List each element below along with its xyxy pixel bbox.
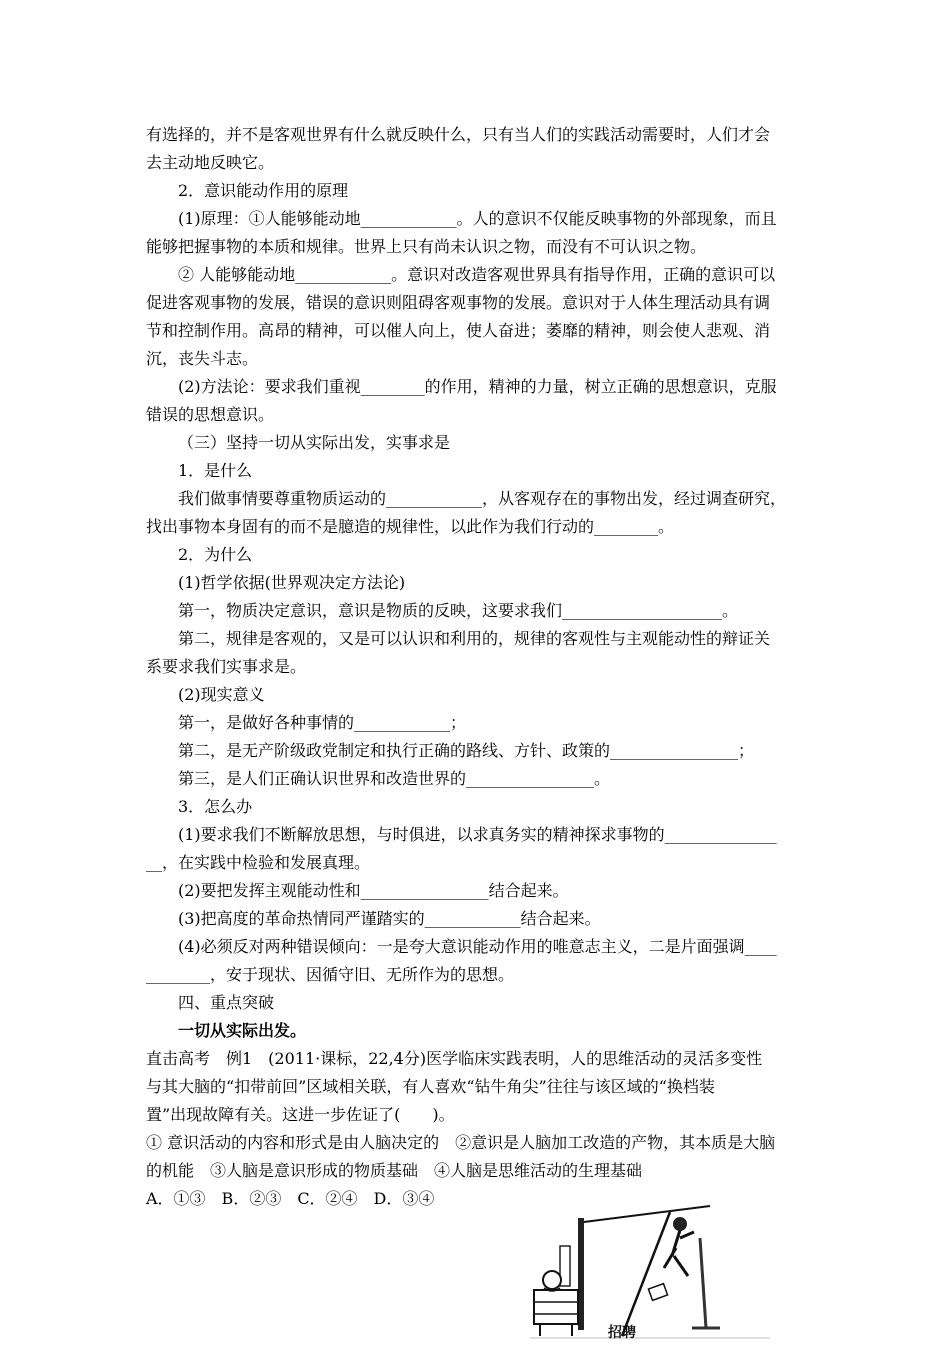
text-line: 系要求我们实事求是。 — [146, 657, 307, 676]
text-line: (1)哲学依据(世界观决定方法论) — [178, 573, 406, 592]
question-line: 置”出现故障有关。这进一步佐证了( )。 — [146, 1105, 455, 1124]
text-line: 能够把握事物的本质和规律。世界上只有尚未认识之物，而没有不可认识之物。 — [146, 237, 707, 256]
text-line: 错误的思想意识。 — [146, 405, 275, 424]
answer-options: A．①③ B．②③ C．②④ D．③④ — [146, 1189, 435, 1208]
question-line: 的机能 ③人脑是意识形成的物质基础 ④人脑是思维活动的生理基础 — [146, 1161, 643, 1180]
text-line: (4)必须反对两种错误倾向：一是夸大意识能动作用的唯意志主义，二是片面强调____ — [178, 937, 777, 956]
text-line: 第一，物质决定意识，意识是物质的反映，这要求我们____________________。 — [178, 601, 739, 620]
text-line: 沉，丧失斗志。 — [146, 349, 259, 368]
question-line: 与其大脑的“扣带前回”区域相关联，有人喜欢“钻牛角尖”往往与该区域的“换档装 — [146, 1077, 715, 1096]
text-line: 去主动地反映它。 — [146, 153, 275, 172]
cartoon-drawing — [530, 1198, 770, 1344]
text-line: 第二，是无产阶级政党制定和执行正确的路线、方针、政策的________________； — [178, 741, 755, 760]
question-line: 直击高考 例1 (2011·课标，22,4分)医学临床实践表明，人的思维活动的灵活多变性 — [146, 1049, 763, 1068]
text-line: ________，安于现状、因循守旧、无所作为的思想。 — [146, 965, 515, 984]
section-heading: 2．为什么 — [178, 545, 253, 564]
bold-heading: 一切从实际出发。 — [178, 1021, 307, 1040]
section-heading: 2．意识能动作用的原理 — [178, 181, 349, 200]
text-line: (1)要求我们不断解放思想，与时俱进，以求真务实的精神探求事物的______________ — [178, 825, 777, 844]
text-line: 我们做事情要尊重物质运动的____________，从客观存在的事物出发，经过调查研究， — [178, 489, 787, 508]
cartoon-caption: 招聘 — [608, 1325, 636, 1341]
section-heading: 3．怎么办 — [178, 797, 253, 816]
text-line: 促进客观事物的发展，错误的意识则阻碍客观事物的发展。意识对于人体生理活动具有调 — [146, 293, 771, 312]
text-line: (3)把高度的革命热情同严谨踏实的____________结合起来。 — [178, 909, 601, 928]
text-line: (2)要把发挥主观能动性和________________结合起来。 — [178, 881, 569, 900]
cartoon-illustration — [530, 1198, 770, 1344]
text-line: (2)现实意义 — [178, 685, 265, 704]
text-line: 第一，是做好各种事情的____________； — [178, 713, 467, 732]
text-line: 节和控制作用。高昂的精神，可以催人向上，使人奋进；萎靡的精神，则会使人悲观、消 — [146, 321, 771, 340]
question-line: ① 意识活动的内容和形式是由人脑决定的 ②意识是人脑加工改造的产物，其本质是大脑 — [146, 1133, 776, 1152]
text-line: __，在实践中检验和发展真理。 — [146, 853, 371, 872]
text-line: 第三，是人们正确认识世界和改造世界的________________。 — [178, 769, 611, 788]
text-line: 有选择的，并不是客观世界有什么就反映什么，只有当人们的实践活动需要时，人们才会 — [146, 125, 771, 144]
text-line: 第二，规律是客观的，又是可以认识和利用的，规律的客观性与主观能动性的辩证关 — [178, 629, 771, 648]
text-line: (2)方法论：要求我们重视________的作用，精神的力量，树立正确的思想意识，克服 — [178, 377, 777, 396]
text-line: (1)原理：①人能够能动地____________。人的意识不仅能反映事物的外部现象，而且 — [178, 209, 777, 228]
section-heading: 1．是什么 — [178, 461, 253, 480]
text-line: ② 人能够能动地____________。意识对改造客观世界具有指导作用，正确的意识可以 — [178, 265, 776, 284]
text-line: 找出事物本身固有的而不是臆造的规律性，以此作为我们行动的________。 — [146, 517, 675, 536]
section-heading: 四、重点突破 — [178, 993, 275, 1012]
section-heading: （三）坚持一切从实际出发，实事求是 — [178, 433, 451, 452]
